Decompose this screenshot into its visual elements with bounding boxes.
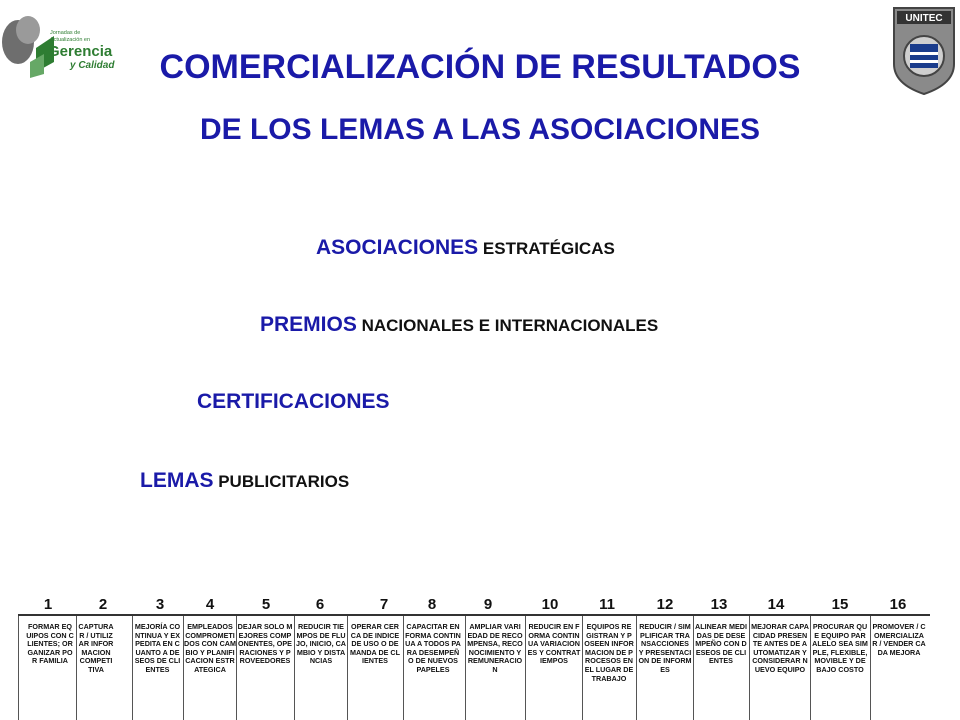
column-text: REDUCIR / SIMPLIFICAR TRANSACCIONES Y PRESENTACION DE INFORMES xyxy=(638,622,692,674)
column-number: 12 xyxy=(656,596,674,613)
column-divider xyxy=(18,616,19,720)
column-divider xyxy=(582,616,583,720)
column-text: EQUIPOS REGISTRAN Y POSEEN INFORMACION DE PROCESOS EN EL LUGAR DE TRABAJO xyxy=(584,622,634,683)
unitec-logo-text: UNITEC xyxy=(905,13,943,24)
column-divider xyxy=(749,616,750,720)
column-number: 16 xyxy=(889,596,907,613)
column-number: 5 xyxy=(261,596,271,613)
column-divider xyxy=(636,616,637,720)
column-text: PROMOVER / COMERCIALIZAR / VENDER CADA MEJORA xyxy=(872,622,926,657)
level-lemas xyxy=(140,469,349,493)
column-number: 13 xyxy=(710,596,728,613)
column-divider xyxy=(132,616,133,720)
column-divider xyxy=(403,616,404,720)
logo-line4: y Calidad xyxy=(70,60,115,71)
column-text: EMPLEADOS COMPROMETIDOS CON CAMBIO Y PLANIFICACION ESTRATEGICA xyxy=(184,622,236,674)
column-text: MEJORAR CAPACIDAD PRESENTE ANTES DE AUTOMATIZAR Y CONSIDERAR NUEVO EQUIPO xyxy=(751,622,809,674)
column-divider xyxy=(76,616,77,720)
column-number: 10 xyxy=(541,596,559,613)
level-highlight: CERTIFICACIONES xyxy=(197,390,390,413)
column-text: DEJAR SOLO MEJORES COMPONENTES, OPERACIONES Y PROVEEDORES xyxy=(237,622,293,666)
column-divider xyxy=(294,616,295,720)
logo-line2: Actualización en xyxy=(50,37,91,43)
page-title: COMERCIALIZACIÓN DE RESULTADOS xyxy=(159,48,801,86)
column-text: MEJORÍA CONTINUA Y EXPEDITA EN CUANTO A DESEOS DE CLIENTES xyxy=(134,622,181,674)
level-premios xyxy=(260,313,658,337)
column-text: FORMAR EQUIPOS CON CLIENTES; ORGANIZAR POR FAMILIA xyxy=(26,622,74,666)
column-text: AMPLIAR VARIEDAD DE RECOMPENSA, RECONOCIMIENTO Y REMUNERACION xyxy=(467,622,523,674)
logo-line3: Gerencia xyxy=(48,43,113,60)
column-number: 1 xyxy=(43,596,53,613)
logo-line1: Jornadas de xyxy=(50,30,81,36)
level-highlight: ASOCIACIONES xyxy=(316,236,479,259)
column-number: 7 xyxy=(379,596,389,613)
column-text: PROCURAR QUE EQUIPO PARALELO SEA SIMPLE, FLEXIBLE, MOVIBLE Y DE BAJO COSTO xyxy=(812,622,868,674)
column-text: OPERAR CERCA DE INDICE DE USO O DEMANDA DE CLIENTES xyxy=(349,622,401,666)
level-text: NACIONALES E INTERNACIONALES xyxy=(356,316,659,335)
column-text: CAPTURAR / UTILIZAR INFORMACION COMPETITIVA xyxy=(78,622,114,674)
level-highlight: LEMAS xyxy=(140,469,214,492)
level-text: PUBLICITARIOS xyxy=(213,472,350,491)
column-number: 4 xyxy=(205,596,215,613)
column-number: 3 xyxy=(155,596,165,613)
column-divider xyxy=(347,616,348,720)
column-numbers xyxy=(18,596,938,614)
columns-baseline xyxy=(18,614,930,616)
column-divider xyxy=(810,616,811,720)
column-text: REDUCIR EN FORMA CONTINUA VARIACIONES Y CONTRATIEMPOS xyxy=(527,622,581,666)
column-number: 8 xyxy=(427,596,437,613)
column-divider xyxy=(465,616,466,720)
level-certificaciones xyxy=(197,390,390,414)
column-number: 6 xyxy=(315,596,325,613)
column-number: 9 xyxy=(483,596,493,613)
column-text: REDUCIR TIEMPOS DE FLUJO, INICIO, CAMBIO Y DISTANCIAS xyxy=(296,622,346,666)
column-number: 11 xyxy=(599,596,615,613)
column-number: 14 xyxy=(767,596,785,613)
column-divider xyxy=(870,616,871,720)
column-text: ALINEAR MEDIDAS DE DESEMPEÑO CON DESEOS DE CLIENTES xyxy=(695,622,747,666)
level-asociaciones xyxy=(316,236,615,260)
column-divider xyxy=(525,616,526,720)
column-number: 2 xyxy=(98,596,108,613)
column-divider xyxy=(693,616,694,720)
level-text: ESTRATÉGICAS xyxy=(478,239,615,258)
page-subtitle: DE LOS LEMAS A LAS ASOCIACIONES xyxy=(199,113,761,146)
level-highlight: PREMIOS xyxy=(260,313,357,336)
column-text: CAPACITAR EN FORMA CONTINUA A TODOS PARA DESEMPEÑO DE NUEVOS PAPELES xyxy=(405,622,461,674)
column-number: 15 xyxy=(831,596,849,613)
